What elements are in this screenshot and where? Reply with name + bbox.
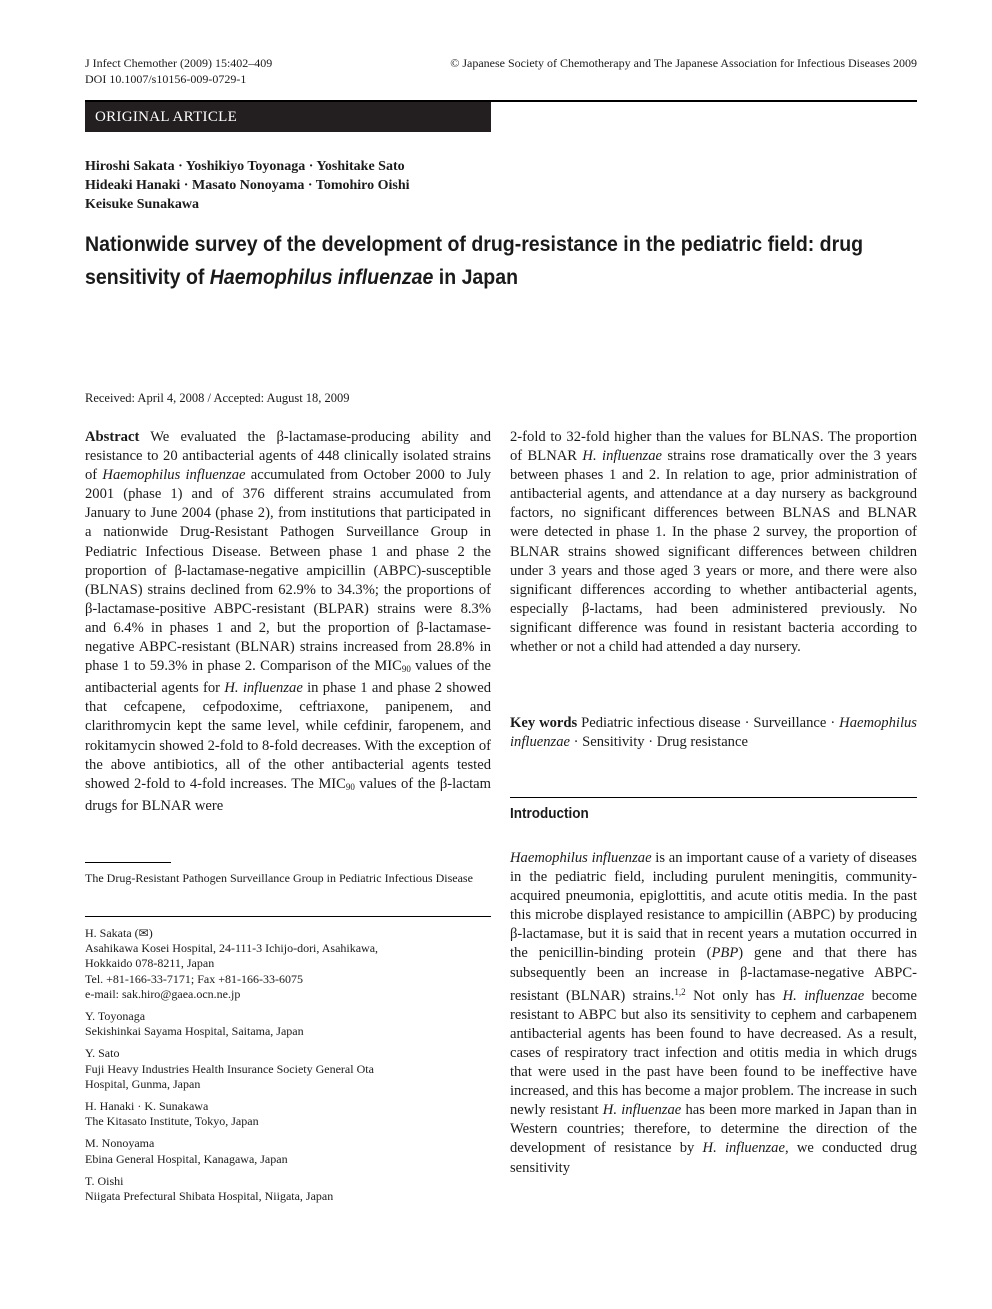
abstract-continued: 2-fold to 32-fold higher than the values for BLNAS. The proportion of BLNAR H. influenzae strains rose dramatically over the 3 years between phases 1 and 2. In relation to age, prior administration of antibacterial agents, and attendance at a day nursery as background factors, no significant differences between BLNAS and BLNAR were detected in phase 1. In the phase 2 survey, the proportion of BLNAR strains showed significant differences between children under 3 years and those aged 3 years or more, and there were also significant differences according to whether antibacterial agents, especially β-lactams, had been administered previously. No significant difference was found in resistant bacteria according to whether or not a child had attended a day nursery. bbox=[510, 429, 917, 656]
affiliation-entry bbox=[85, 1099, 491, 1129]
keywords-label: Key words bbox=[510, 715, 578, 731]
affiliation-author: H. Hanaki · K. Sunakawa bbox=[85, 1099, 209, 1114]
affiliation-line: Tel. +81-166-33-7171; Fax +81-166-33-6075 bbox=[85, 971, 303, 986]
abstract-label: Abstract bbox=[85, 429, 140, 445]
affiliation-line: Fuji Heavy Industries Health Insurance Society General Ota bbox=[85, 1061, 374, 1076]
author-line: Hiroshi Sakata · Yoshikiyo Toyonaga · Yoshitake Sato bbox=[85, 159, 405, 174]
keywords: Key words Pediatric infectious disease · Surveillance · Haemophilus influenzae · Sensitivity · Drug resistance bbox=[510, 715, 917, 751]
group-footnote: The Drug-Resistant Pathogen Surveillance Group in Pediatric Infectious Disease bbox=[85, 871, 473, 885]
affiliation-line: Ebina General Hospital, Kanagawa, Japan bbox=[85, 1151, 288, 1166]
affiliation-author: M. Nonoyama bbox=[85, 1136, 155, 1151]
affiliation-line: Hokkaido 078-8211, Japan bbox=[85, 956, 215, 971]
author-line: Keisuke Sunakawa bbox=[85, 197, 199, 212]
affiliation-entry bbox=[85, 926, 491, 1002]
journal-header bbox=[85, 55, 272, 87]
affiliation-line: Asahikawa Kosei Hospital, 24-111-3 Ichijo-dori, Asahikawa, bbox=[85, 941, 379, 956]
article-title: Nationwide survey of the development of drug-resistance in the pediatric field: drug sensitivity of Haemophilus influenzae in Japan bbox=[85, 233, 864, 289]
article-type-banner: ORIGINAL ARTICLE bbox=[85, 102, 491, 132]
affiliation-entry bbox=[85, 1009, 491, 1039]
author-list bbox=[85, 157, 410, 214]
affiliation-author: H. Sakata (✉) bbox=[85, 926, 153, 940]
section-heading-introduction: Introduction bbox=[510, 805, 589, 822]
affiliation-line: Sekishinkai Sayama Hospital, Saitama, Japan bbox=[85, 1024, 304, 1039]
affiliation-line: The Kitasato Institute, Tokyo, Japan bbox=[85, 1114, 259, 1129]
affiliations bbox=[85, 926, 491, 1211]
abstract: Abstract We evaluated the β-lactamase-producing ability and resistance to 20 antibacterial agents of 448 clinically isolated strains of Haemophilus influenzae accumulated from October 2000 to July 2001 (phase 1) and of 376 different strains accumulated from January to June 2004 (phase 2), from institutions that participated in a nationwide Drug-Resistant Pathogen Surveillance Group in Pediatric Infectious Disease. Between phase 1 and phase 2 the proportion of β-lactamase-negative ampicillin (ABPC)-susceptible (BLNAS) strains declined from 62.9% to 34.3%; the proportions of β-lactamase-positive ABPC-resistant (BLPAR) strains were 8.3% and 6.4% in phases 1 and 2, but the proportion of β-lactamase-negative ABPC-resistant (BLNAR) strains increased from 28.8% in phase 1 to 59.3% in phase 2. Comparison of the $MIC_{90}$ values of the antibacterial agents for H. influenzae in phase 1 and phase 2 showed that cefcapene, cefpodoxime, ceftriaxone, panipenem, and clarithromycin kept the same level, while cefdinir, faropenem, and rokitamycin showed 2-fold to 8-fold decreases. With the exception of the above antibiotics, all of the other antibacterial agents tested showed 2-fold to 4-fold increases. The $MIC_{90}$ values of the β-lactam drugs for BLNAR were bbox=[85, 429, 492, 814]
affiliation-author: T. Oishi bbox=[85, 1173, 124, 1188]
affiliation-rule bbox=[85, 916, 491, 917]
received-accepted-dates: Received: April 4, 2008 / Accepted: August 18, 2009 bbox=[85, 391, 350, 405]
journal-citation: J Infect Chemother (2009) 15:402–409 bbox=[85, 56, 273, 70]
author-line: Hideaki Hanaki · Masato Nonoyama · Tomohiro Oishi bbox=[85, 178, 410, 193]
affiliation-line: Hospital, Gunma, Japan bbox=[85, 1076, 201, 1091]
affiliation-entry bbox=[85, 1174, 491, 1204]
abstract-column-right bbox=[510, 428, 917, 657]
affiliation-entry bbox=[85, 1046, 491, 1092]
section-rule bbox=[510, 797, 917, 798]
affiliation-line: e-mail: sak.hiro@gaea.ocn.ne.jp bbox=[85, 986, 241, 1001]
introduction-text: Haemophilus influenzae is an important cause of a variety of diseases in the pediatric field, including purulent meningitis, community-acquired pneumonia, epiglottitis, and acute otitis media. In the past this microbe displayed resistance to ampicillin (ABPC) by producing β-lactamase, but it is said that in recent years a mutation occurred in the penicillin-binding protein (PBP) gene and that there has subsequently been an increase in β-lactamase-negative ABPC-resistant (BLNAR) strains.$^{1,2}$ Not only has H. influenzae become resistant to ABPC but also its sensitivity to cephem and carbapenem antibacterial agents has been found to have decreased. As a result, cases of respiratory tract infection and otitis media in which drugs that were used in the past have been found to be ineffective have increased, and this has become a major problem. The increase in such newly resistant H. influenzae has been more marked in Japan than in Western countries; therefore, to determine the direction of the development of resistance by H. influenzae, we conducted drug sensitivity bbox=[510, 850, 918, 1176]
affiliation-line: Niigata Prefectural Shibata Hospital, Niigata, Japan bbox=[85, 1189, 334, 1204]
affiliation-author: Y. Toyonaga bbox=[85, 1009, 146, 1024]
affiliation-author: Y. Sato bbox=[85, 1046, 120, 1061]
doi: DOI 10.1007/s10156-009-0729-1 bbox=[85, 72, 247, 86]
abstract-column-left bbox=[85, 428, 491, 816]
copyright-notice: © Japanese Society of Chemotherapy and The Japanese Association for Infectious Diseases 2009 bbox=[450, 56, 917, 70]
affiliation-entry bbox=[85, 1136, 491, 1166]
footnote-rule bbox=[85, 862, 171, 863]
